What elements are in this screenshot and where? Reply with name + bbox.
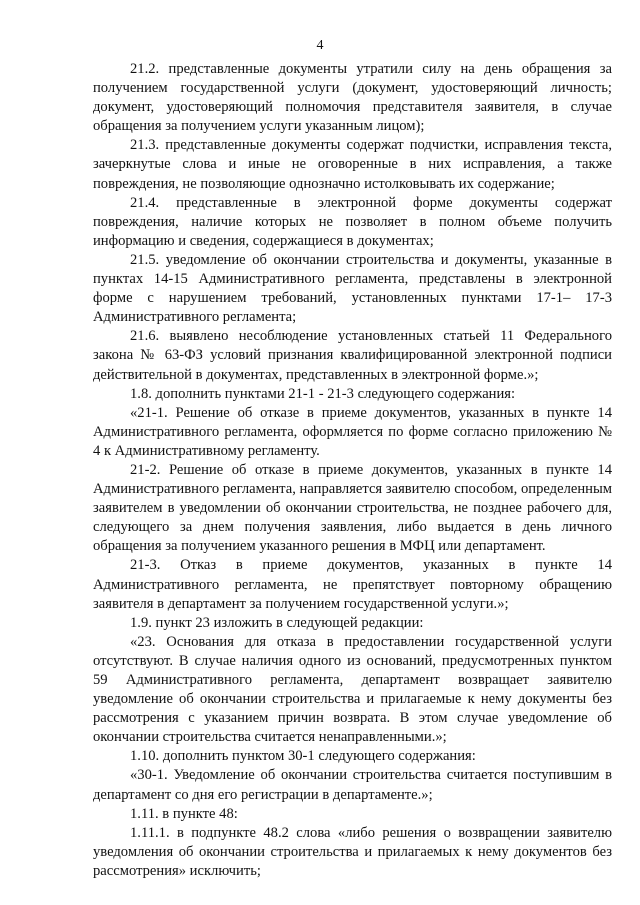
- paragraph-30-1: «30-1. Уведомление об окончании строительства считается поступившим в департамент со дня его регистрации в департаменте.»;: [93, 767, 612, 803]
- paragraph-1-11: 1.11. в пункте 48:: [130, 805, 238, 822]
- paragraph-21-2-new: 21-2. Решение об отказе в приеме документов, указанных в пункте 14 Административного регламента, направляется заявителю способом, определенным заявителем в уведомлении об окончании строительства, не позднее рабочего для, следующего за днем получения заявления, либо выдается в день личного обращения за получением указанного решения в МФЦ или департамент.: [93, 461, 612, 555]
- document-body: [93, 60, 612, 881]
- page-number: 4: [316, 38, 324, 53]
- paragraph-21-3-new: 21-3. Отказ в приеме документов, указанных в пункте 14 Административного регламента, не препятствует повторному обращению заявителя в департамент за получением государственной услуги.»;: [93, 557, 612, 612]
- paragraph-23: «23. Основания для отказа в предоставлении государственной услуги отсутствуют. В случае наличия одного из оснований, предусмотренных пунктом 59 Административного регламента, департамент возвращает заявителю уведомление об окончании строительства и прилагаемые к нему документы без рассмотрения с указанием причин возврата. В этом случае уведомление об окончании строительства считается ненаправленными.»;: [93, 633, 612, 746]
- paragraph-21-2: 21.2. представленные документы утратили силу на день обращения за получением государственной услуги (документ, удостоверяющий личность; документ, удостоверяющий полномочия представителя заявителя, в случае обращения за получением услуги указанным лицом);: [93, 61, 612, 135]
- paragraph-21-3: 21.3. представленные документы содержат подчистки, исправления текста, зачеркнутые слова и иные не оговоренные в них исправления, а также повреждения, не позволяющие однозначно истолковывать их содержание;: [93, 137, 612, 192]
- paragraph-21-6: 21.6. выявлено несоблюдение установленных статьей 11 Федерального закона № 63-ФЗ условий признания квалифицированной электронной подписи действительной в документах, представленных в электронной форме.»;: [93, 328, 612, 383]
- paragraph-1-11-1: 1.11.1. в подпункте 48.2 слова «либо решения о возвращении заявителю уведомления об окончании строительства и прилагаемых к нему документов без рассмотрения» исключить;: [93, 824, 612, 879]
- paragraph-21-4: 21.4. представленные в электронной форме документы содержат повреждения, наличие которых не позволяет в полном объеме получить информацию и сведения, содержащиеся в документах;: [93, 194, 612, 249]
- paragraph-1-8: 1.8. дополнить пунктами 21-1 - 21-3 следующего содержания:: [130, 385, 516, 402]
- paragraph-1-10: 1.10. дополнить пунктом 30-1 следующего содержания:: [130, 748, 476, 765]
- paragraph-21-5: 21.5. уведомление об окончании строительства и документы, указанные в пунктах 14-15 Административного регламента, представлены в электронной форме с нарушением требований, установленных пунктами 17-1– 17-3 Административного регламента;: [93, 251, 612, 326]
- paragraph-21-1-new: «21-1. Решение об отказе в приеме документов, указанных в пункте 14 Административного регламента, оформляется по форме согласно приложению № 4 к Административному регламенту.: [93, 404, 612, 459]
- paragraph-1-9: 1.9. пункт 23 изложить в следующей редакции:: [130, 614, 424, 631]
